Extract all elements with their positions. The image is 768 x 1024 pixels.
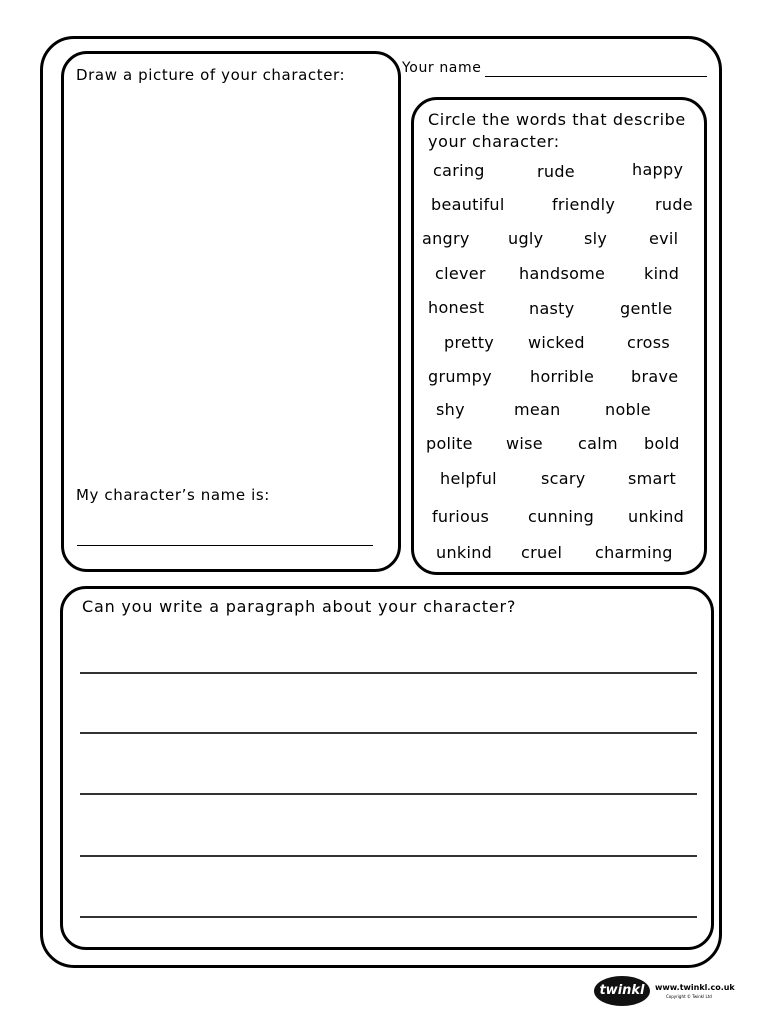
describe-word[interactable]: sly	[584, 229, 608, 248]
describe-word[interactable]: nasty	[529, 299, 575, 318]
paragraph-title: Can you write a paragraph about your character?	[82, 597, 517, 616]
describe-word[interactable]: ugly	[508, 229, 544, 248]
describe-word[interactable]: wise	[506, 434, 543, 453]
character-name-line[interactable]	[77, 545, 373, 546]
describe-word[interactable]: brave	[631, 367, 679, 386]
describe-word[interactable]: unkind	[628, 507, 685, 526]
describe-word[interactable]: cross	[627, 333, 670, 352]
circle-words-title: Circle the words that describe your character:	[428, 110, 686, 151]
twinkl-logo: twinkl	[594, 976, 650, 1006]
describe-word[interactable]: rude	[655, 195, 693, 214]
describe-word[interactable]: charming	[595, 543, 673, 562]
describe-word[interactable]: grumpy	[428, 367, 492, 386]
describe-word[interactable]: unkind	[436, 543, 493, 562]
describe-word[interactable]: pretty	[444, 333, 495, 352]
paragraph-box	[60, 586, 714, 950]
describe-word[interactable]: scary	[541, 469, 586, 488]
describe-word[interactable]: happy	[632, 160, 684, 179]
describe-word[interactable]: caring	[433, 161, 485, 180]
describe-word[interactable]: wicked	[528, 333, 585, 352]
describe-word[interactable]: friendly	[552, 195, 616, 214]
writing-line[interactable]	[80, 916, 697, 918]
describe-word[interactable]: kind	[644, 264, 680, 283]
writing-line[interactable]	[80, 732, 697, 734]
describe-word[interactable]: honest	[428, 298, 485, 317]
writing-line[interactable]	[80, 793, 697, 795]
describe-word[interactable]: polite	[426, 434, 473, 453]
describe-word[interactable]: cruel	[521, 543, 563, 562]
footer-url: www.twinkl.co.uk	[655, 983, 735, 992]
describe-word[interactable]: shy	[436, 400, 465, 419]
describe-word[interactable]: gentle	[620, 299, 673, 318]
your-name-label: Your name	[402, 60, 482, 76]
describe-word[interactable]: horrible	[530, 367, 595, 386]
describe-word[interactable]: furious	[432, 507, 490, 526]
your-name-line[interactable]	[485, 76, 707, 77]
footer-copyright: Copyright © Twinkl Ltd	[666, 994, 712, 999]
describe-word[interactable]: rude	[537, 162, 575, 181]
describe-word[interactable]: beautiful	[431, 195, 505, 214]
describe-word[interactable]: angry	[422, 229, 470, 248]
writing-line[interactable]	[80, 672, 697, 674]
writing-line[interactable]	[80, 855, 697, 857]
describe-word[interactable]: mean	[514, 400, 561, 419]
describe-word[interactable]: calm	[578, 434, 618, 453]
describe-word[interactable]: clever	[435, 264, 486, 283]
describe-word[interactable]: cunning	[528, 507, 595, 526]
describe-word[interactable]: handsome	[519, 264, 606, 283]
describe-word[interactable]: noble	[605, 400, 651, 419]
describe-word[interactable]: evil	[649, 229, 679, 248]
character-name-label: My character’s name is:	[76, 486, 270, 504]
draw-picture-title: Draw a picture of your character:	[76, 66, 346, 84]
describe-word[interactable]: bold	[644, 434, 680, 453]
describe-word[interactable]: helpful	[440, 469, 497, 488]
describe-word[interactable]: smart	[628, 469, 677, 488]
